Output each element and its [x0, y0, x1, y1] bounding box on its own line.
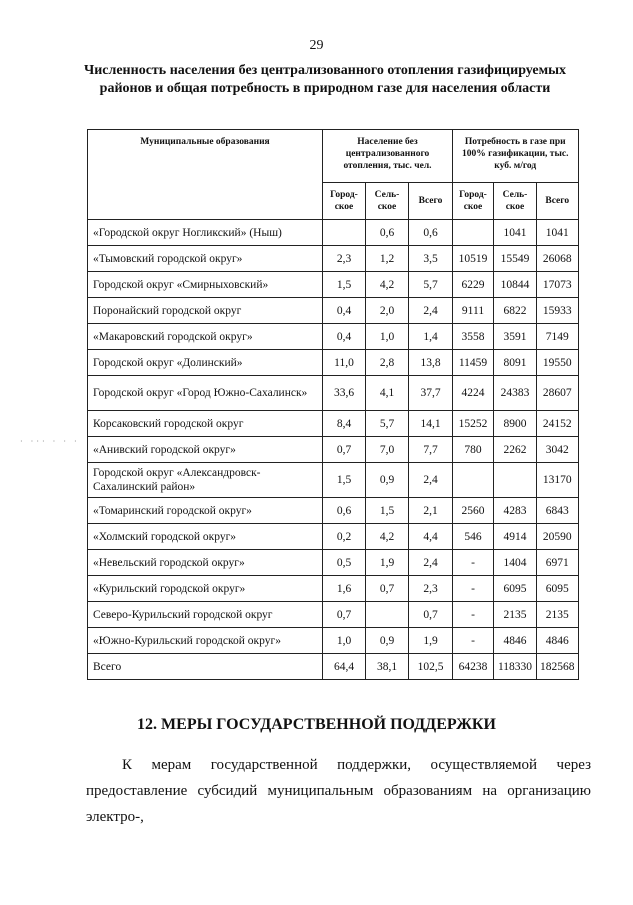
cell-pop-urban: 8,4: [323, 411, 366, 437]
cell-gas-total: 7149: [537, 324, 579, 350]
cell-pop-urban: 11,0: [323, 350, 366, 376]
cell-gas-urban: 9111: [453, 298, 494, 324]
cell-pop-urban: 0,5: [323, 550, 366, 576]
cell-pop-rural: 0,7: [366, 576, 409, 602]
cell-gas-total: 6843: [537, 498, 579, 524]
subheader-gas-rural: Сель-ское: [494, 183, 537, 220]
cell-pop-rural: 1,2: [366, 246, 409, 272]
cell-gas-urban: 2560: [453, 498, 494, 524]
cell-gas-total: 26068: [537, 246, 579, 272]
cell-gas-urban: 15252: [453, 411, 494, 437]
cell-gas-rural: 2135: [494, 602, 537, 628]
municipality-name: Корсаковский городской округ: [88, 411, 323, 437]
cell-gas-total: 6095: [537, 576, 579, 602]
cell-gas-urban: [453, 220, 494, 246]
cell-pop-rural: 0,9: [366, 628, 409, 654]
cell-pop-rural: 1,5: [366, 498, 409, 524]
table-row: [88, 376, 579, 411]
cell-pop-rural: [366, 602, 409, 628]
cell-pop-total: 2,4: [409, 463, 453, 498]
cell-pop-total: 1,4: [409, 324, 453, 350]
cell-gas-urban: 3558: [453, 324, 494, 350]
cell-pop-rural: 0,6: [366, 220, 409, 246]
table-row: [88, 628, 579, 654]
cell-gas-rural: 15549: [494, 246, 537, 272]
cell-gas-urban: 546: [453, 524, 494, 550]
municipality-name: «Южно-Курильский городской округ»: [88, 628, 323, 654]
cell-pop-rural: 2,0: [366, 298, 409, 324]
subheader-pop-rural: Сель-ское: [366, 183, 409, 220]
cell-gas-total: 15933: [537, 298, 579, 324]
cell-gas-total: 20590: [537, 524, 579, 550]
cell-gas-rural: 8900: [494, 411, 537, 437]
document-title: Численность населения без централизованного отопления газифицируемых районов и общая потребность в природном газе для населения области: [83, 63, 567, 96]
cell-gas-rural: 8091: [494, 350, 537, 376]
municipality-name: Городской округ «Долинский»: [88, 350, 323, 376]
cell-pop-urban: [323, 220, 366, 246]
cell-gas-total: 182568: [537, 654, 579, 680]
table-row: [88, 437, 579, 463]
cell-gas-urban: 780: [453, 437, 494, 463]
municipality-name: Городской округ «Город Южно-Сахалинск»: [88, 376, 323, 411]
cell-gas-rural: 3591: [494, 324, 537, 350]
municipality-name: «Холмский городской округ»: [88, 524, 323, 550]
cell-gas-rural: 6095: [494, 576, 537, 602]
cell-gas-rural: 1404: [494, 550, 537, 576]
cell-pop-urban: 2,3: [323, 246, 366, 272]
cell-gas-total: 3042: [537, 437, 579, 463]
header-municipality: Муниципальные образования: [88, 130, 323, 220]
cell-pop-rural: 1,9: [366, 550, 409, 576]
cell-pop-rural: 4,2: [366, 524, 409, 550]
cell-pop-urban: 1,0: [323, 628, 366, 654]
table-row: [88, 498, 579, 524]
municipality-name: Городской округ «Александровск-Сахалинский район»: [88, 463, 323, 498]
cell-gas-total: 13170: [537, 463, 579, 498]
table-row: [88, 272, 579, 298]
cell-pop-rural: 4,1: [366, 376, 409, 411]
municipality-name: Поронайский городской округ: [88, 298, 323, 324]
table-row: [88, 324, 579, 350]
cell-pop-rural: 5,7: [366, 411, 409, 437]
cell-gas-total: 6971: [537, 550, 579, 576]
cell-pop-total: 13,8: [409, 350, 453, 376]
table-row: [88, 298, 579, 324]
cell-pop-total: 0,6: [409, 220, 453, 246]
header-population: Население без централизованного отопления, тыс. чел.: [323, 130, 453, 183]
table-row: [88, 246, 579, 272]
cell-pop-rural: 4,2: [366, 272, 409, 298]
cell-gas-rural: 4283: [494, 498, 537, 524]
cell-gas-urban: -: [453, 602, 494, 628]
population-gas-table: [87, 129, 579, 680]
cell-pop-total: 14,1: [409, 411, 453, 437]
table-total-row: [88, 654, 579, 680]
municipality-name: «Курильский городской округ»: [88, 576, 323, 602]
section-heading: 12. МЕРЫ ГОСУДАРСТВЕННОЙ ПОДДЕРЖКИ: [137, 716, 496, 733]
cell-pop-rural: 2,8: [366, 350, 409, 376]
table-row: [88, 550, 579, 576]
subheader-pop-total: Всего: [409, 183, 453, 220]
municipality-name: «Томаринский городской округ»: [88, 498, 323, 524]
cell-gas-total: 28607: [537, 376, 579, 411]
cell-pop-urban: 0,7: [323, 602, 366, 628]
margin-mark: · ··· · · ·: [20, 437, 80, 446]
cell-gas-urban: [453, 463, 494, 498]
table-row: [88, 602, 579, 628]
cell-gas-rural: [494, 463, 537, 498]
cell-gas-rural: 2262: [494, 437, 537, 463]
subheader-gas-urban: Город-ское: [453, 183, 494, 220]
cell-pop-total: 1,9: [409, 628, 453, 654]
cell-pop-rural: 1,0: [366, 324, 409, 350]
cell-gas-rural: 4914: [494, 524, 537, 550]
municipality-name: «Анивский городской округ»: [88, 437, 323, 463]
cell-pop-total: 4,4: [409, 524, 453, 550]
cell-pop-total: 2,4: [409, 550, 453, 576]
cell-pop-rural: 0,9: [366, 463, 409, 498]
cell-pop-total: 37,7: [409, 376, 453, 411]
cell-gas-total: 17073: [537, 272, 579, 298]
data-table-wrapper: [87, 129, 579, 680]
subheader-pop-urban: Город-ское: [323, 183, 366, 220]
cell-pop-urban: 0,4: [323, 298, 366, 324]
cell-pop-urban: 0,6: [323, 498, 366, 524]
cell-pop-total: 0,7: [409, 602, 453, 628]
cell-gas-urban: 64238: [453, 654, 494, 680]
cell-gas-urban: -: [453, 628, 494, 654]
municipality-name: «Тымовский городской округ»: [88, 246, 323, 272]
cell-pop-total: 3,5: [409, 246, 453, 272]
cell-gas-urban: 4224: [453, 376, 494, 411]
cell-gas-urban: 6229: [453, 272, 494, 298]
cell-pop-total: 2,1: [409, 498, 453, 524]
cell-gas-total: 1041: [537, 220, 579, 246]
header-gas-demand: Потребность в газе при 100% газификации, тыс. куб. м/год: [453, 130, 579, 183]
municipality-name: «Городской округ Ногликский» (Ныш): [88, 220, 323, 246]
cell-pop-urban: 1,5: [323, 272, 366, 298]
cell-gas-rural: 4846: [494, 628, 537, 654]
table-row: [88, 524, 579, 550]
subheader-gas-total: Всего: [537, 183, 579, 220]
cell-pop-total: 7,7: [409, 437, 453, 463]
table-row: [88, 576, 579, 602]
cell-pop-total: 5,7: [409, 272, 453, 298]
cell-gas-rural: 10844: [494, 272, 537, 298]
municipality-name: «Невельский городской округ»: [88, 550, 323, 576]
cell-gas-rural: 118330: [494, 654, 537, 680]
cell-pop-urban: 0,2: [323, 524, 366, 550]
cell-gas-urban: -: [453, 550, 494, 576]
cell-pop-urban: 0,4: [323, 324, 366, 350]
cell-gas-urban: 10519: [453, 246, 494, 272]
cell-pop-urban: 0,7: [323, 437, 366, 463]
cell-gas-urban: -: [453, 576, 494, 602]
table-row: [88, 220, 579, 246]
cell-gas-rural: 24383: [494, 376, 537, 411]
cell-gas-total: 4846: [537, 628, 579, 654]
municipality-name: Северо-Курильский городской округ: [88, 602, 323, 628]
municipality-name: «Макаровский городской округ»: [88, 324, 323, 350]
cell-gas-rural: 6822: [494, 298, 537, 324]
page-number: 29: [309, 38, 324, 53]
municipality-name: Всего: [88, 654, 323, 680]
cell-pop-urban: 1,6: [323, 576, 366, 602]
cell-pop-total: 2,3: [409, 576, 453, 602]
cell-gas-total: 19550: [537, 350, 579, 376]
table-row: [88, 411, 579, 437]
cell-pop-total: 102,5: [409, 654, 453, 680]
table-row: [88, 350, 579, 376]
cell-gas-total: 2135: [537, 602, 579, 628]
cell-pop-rural: 7,0: [366, 437, 409, 463]
cell-pop-urban: 1,5: [323, 463, 366, 498]
cell-gas-total: 24152: [537, 411, 579, 437]
table-row: [88, 463, 579, 498]
municipality-name: Городской округ «Смирныховский»: [88, 272, 323, 298]
body-paragraph: К мерам государственной поддержки, осуществляемой через предоставление субсидий муниципальным образованиям на организацию электро-,: [86, 757, 591, 825]
cell-gas-rural: 1041: [494, 220, 537, 246]
cell-pop-urban: 64,4: [323, 654, 366, 680]
cell-gas-urban: 11459: [453, 350, 494, 376]
cell-pop-total: 2,4: [409, 298, 453, 324]
cell-pop-rural: 38,1: [366, 654, 409, 680]
cell-pop-urban: 33,6: [323, 376, 366, 411]
